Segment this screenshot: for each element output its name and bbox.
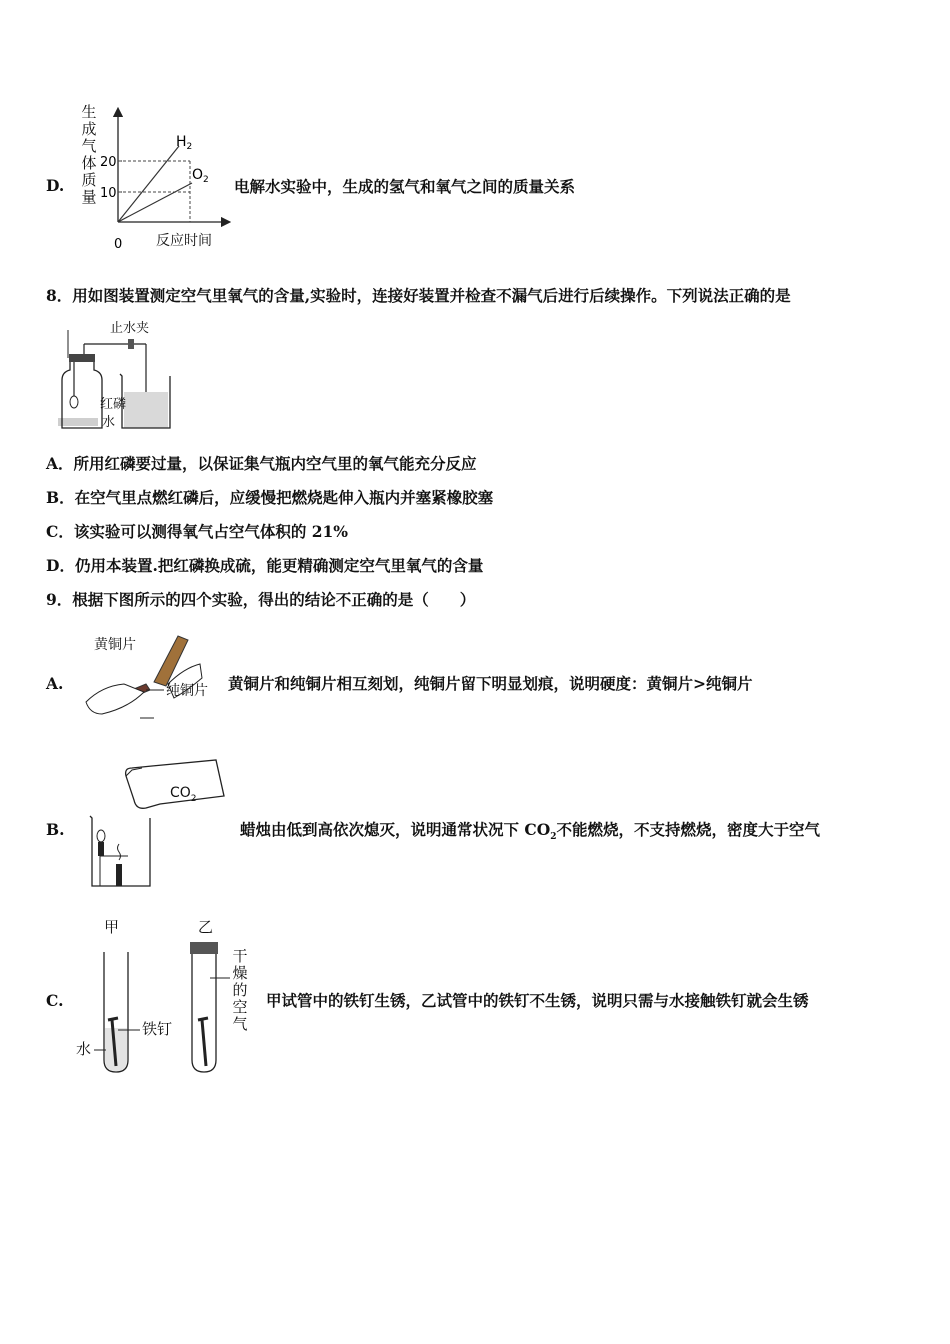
tick-label-10: 10	[100, 186, 117, 201]
q9-option-c-letter: C.	[46, 991, 64, 1010]
q7-option-d-text: 电解水实验中，生成的氢气和氧气之间的质量关系	[234, 177, 576, 196]
stand	[100, 856, 128, 886]
q9-stem: 9．根据下图所示的四个实验，得出的结论不正确的是（ ）	[46, 590, 476, 609]
series-o2-label: $O_2$	[192, 167, 209, 185]
series-h2-label: $H_2$	[176, 134, 193, 152]
candle-low	[116, 864, 122, 886]
candle-high	[98, 842, 104, 856]
flame	[70, 396, 78, 408]
series-h2-line	[118, 146, 179, 222]
stopper	[69, 354, 95, 362]
nail-b-head	[198, 1018, 208, 1020]
water-clamp	[128, 339, 134, 349]
mass-time-graph	[76, 100, 236, 255]
gas-bottle	[62, 360, 102, 428]
tube-b-label: 乙	[198, 918, 214, 936]
iron-nail-tubes-figure	[74, 916, 254, 1078]
phosphorus-label: 红磷	[100, 397, 127, 412]
brass-label: 黄铜片	[94, 637, 136, 653]
water-label: 水	[102, 415, 116, 430]
q8-option-b: B．在空气里点燃红磷后，应缓慢把燃烧匙伸入瓶内并塞紧橡胶塞	[46, 488, 494, 507]
water-bottom	[58, 418, 98, 426]
scratch-hands-figure	[84, 628, 224, 720]
tube-b-stopper	[190, 942, 218, 954]
smoke-low	[118, 844, 121, 860]
copper-label: 纯铜片	[166, 683, 208, 699]
graph-plot	[76, 100, 236, 255]
nail-b	[202, 1020, 206, 1066]
graph-x-axis-label: 反应时间	[156, 233, 212, 249]
left-hand	[86, 684, 144, 714]
q9-option-a-text: 黄铜片和纯铜片相互刻划，纯铜片留下明显划痕，说明硬度：黄铜片>纯铜片	[228, 674, 753, 693]
tube-a-label: 甲	[104, 918, 120, 936]
nail-a-head	[108, 1018, 118, 1020]
beaker-water	[124, 392, 168, 428]
q9-option-c-text: 甲试管中的铁钉生锈，乙试管中的铁钉不生锈，说明只需与水接触铁钉就会生锈	[266, 991, 809, 1010]
q8-option-c: C．该实验可以测得氧气占空气体积的 21%	[46, 522, 349, 541]
clamp-label: 止水夹	[110, 321, 150, 336]
series-o2-line	[118, 183, 192, 222]
q9-option-a-letter: A.	[46, 674, 64, 693]
candle-co2-figure	[86, 756, 226, 890]
q8-option-a: A．所用红磷要过量，以保证集气瓶内空气里的氧气能充分反应	[46, 454, 477, 473]
graph-y-axis-label: 生成气体质量	[81, 103, 97, 206]
graph-origin-label: 0	[114, 237, 123, 252]
q8-option-d: D．仍用本装置.把红磷换成硫，能更精确测定空气里氧气的含量	[46, 556, 484, 575]
water-label-c: 水	[76, 1040, 92, 1058]
oxygen-content-apparatus	[50, 318, 180, 436]
q7-option-d-letter: D.	[46, 176, 65, 195]
tick-label-20: 20	[100, 155, 117, 170]
q8-stem: 8．用如图装置测定空气里氧气的含量,实验时，连接好装置并检查不漏气后进行后续操作。下列说法正确的是	[46, 286, 791, 305]
q9-option-b-letter: B.	[46, 820, 65, 839]
dry-air-label: 干燥的空气	[232, 947, 248, 1033]
co2-bottle-label: $CO_2$	[170, 785, 197, 804]
q9-option-b-text: 蜡烛由低到高依次熄灭，说明通常状况下 $CO_2$不能燃烧，不支持燃烧，密度大于空气	[240, 820, 821, 843]
flame-high	[97, 830, 105, 842]
nail-label: 铁钉	[142, 1020, 173, 1038]
